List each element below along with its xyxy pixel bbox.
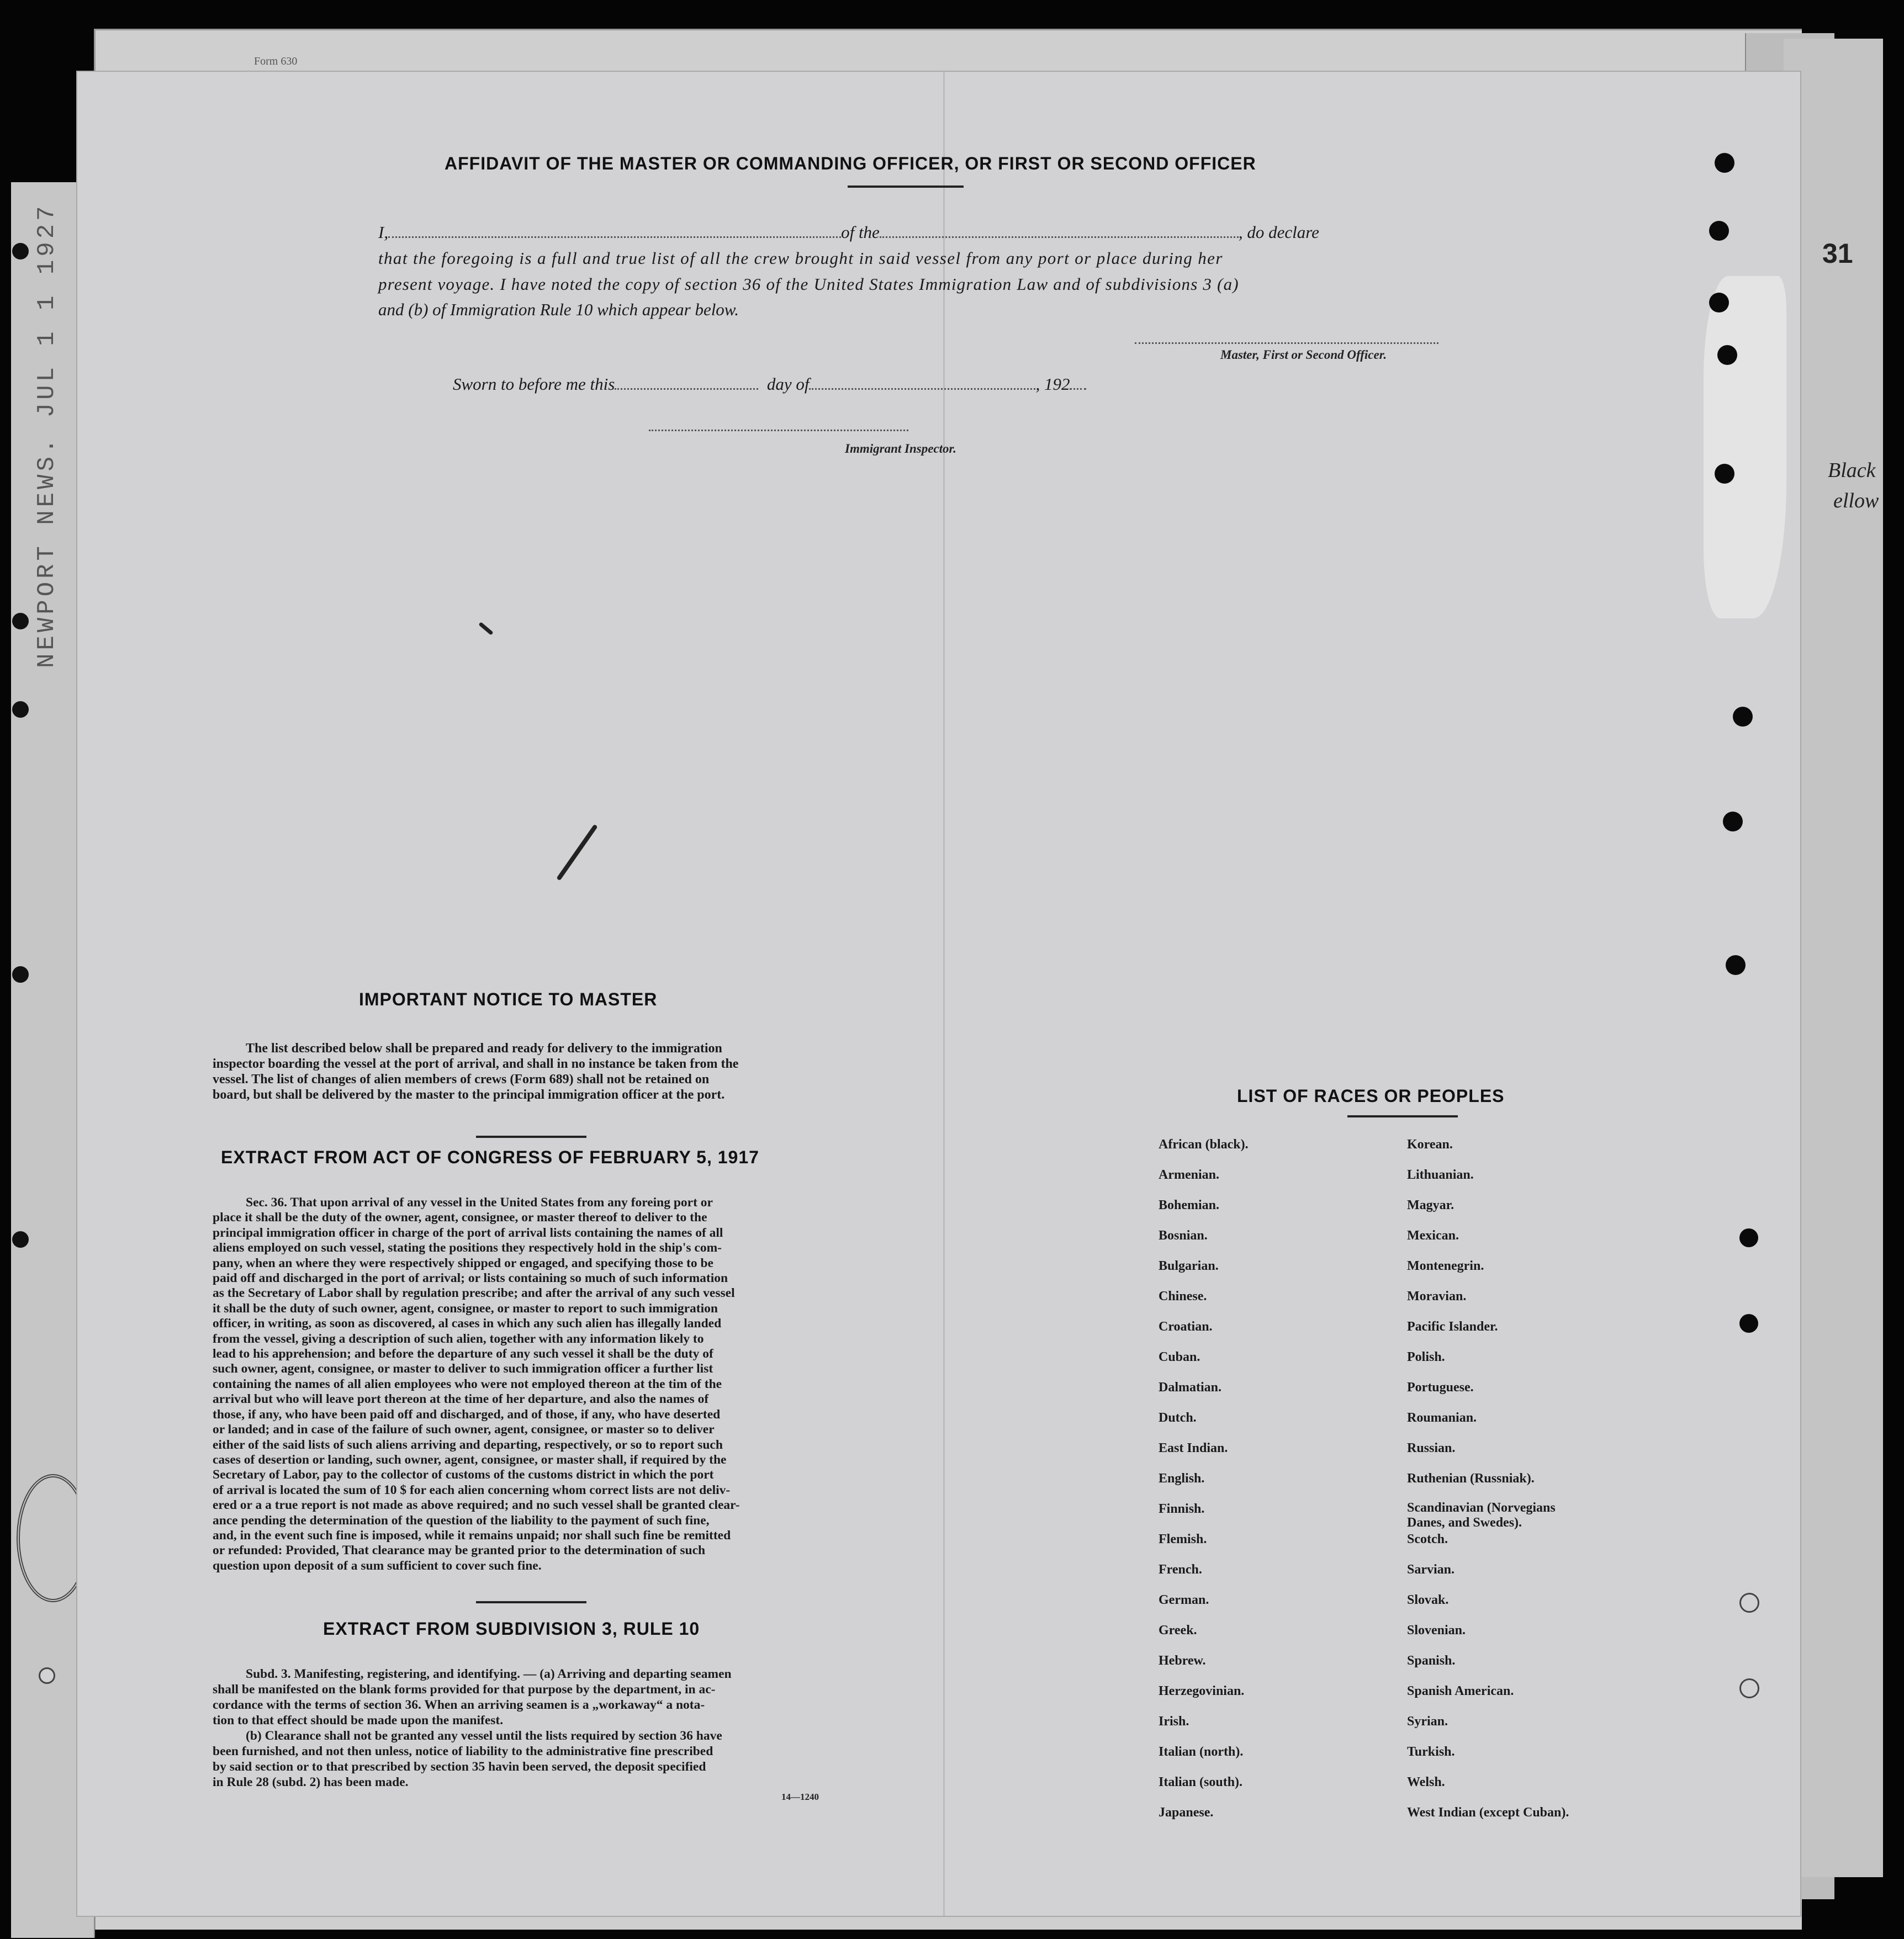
- notice-line: The list described below shall be prepared and ready for delivery to the immigration: [246, 1041, 722, 1056]
- page-number: 31: [1822, 238, 1853, 269]
- race-item: Russian.: [1407, 1441, 1456, 1455]
- race-item: Syrian.: [1407, 1714, 1448, 1729]
- notice-line: vessel. The list of changes of alien members of crews (Form 689) shall not be retained on: [213, 1072, 710, 1087]
- rule-line: shall be manifested on the blank forms provided for that purpose by the department, in ac-: [213, 1682, 716, 1697]
- race-item: Turkish.: [1407, 1745, 1455, 1759]
- form-number: 14—1240: [781, 1792, 819, 1802]
- act-line: or refunded: Provided, That clearance may be granted prior to the determination of such: [213, 1543, 706, 1558]
- race-item: Bulgarian.: [1159, 1259, 1219, 1273]
- act-line: aliens employed on such vessel, stating the positions they respectively hold in the ship's com-: [213, 1241, 722, 1255]
- race-item: Magyar.: [1407, 1198, 1455, 1212]
- rule-line: (b) Clearance shall not be granted any vessel until the lists required by section 36 have: [246, 1729, 722, 1743]
- race-item: French.: [1159, 1562, 1202, 1577]
- race-item: Roumanian.: [1407, 1411, 1477, 1425]
- rule-title: EXTRACT FROM SUBDIVISION 3, RULE 10: [323, 1619, 700, 1639]
- act-line: lead to his apprehension; and before the departure of any such vessel it shall be the duty of: [213, 1347, 713, 1361]
- punch-hole: [1717, 345, 1737, 365]
- left-punch-hole: [12, 613, 29, 629]
- affidavit-title: AFFIDAVIT OF THE MASTER OR COMMANDING OFFICER, OR FIRST OR SECOND OFFICER: [445, 153, 1256, 173]
- act-line: or landed; and in case of the failure of such owner, agent, consignee, or master so to deliver: [213, 1422, 715, 1437]
- act-text: [213, 1195, 856, 1574]
- act-line: officer, in writing, as soon as discovered, al cases in which any such alien has illegally landed: [213, 1316, 722, 1331]
- punch-hole: [1726, 955, 1746, 975]
- race-item: Ruthenian (Russniak).: [1407, 1471, 1535, 1486]
- act-line: of arrival is located the sum of 10 $ for each alien concerning whom correct lists are not deliv-: [213, 1482, 731, 1497]
- races-rule: [1347, 1115, 1458, 1117]
- race-item: Finnish.: [1159, 1502, 1205, 1516]
- punch-hole: [1733, 707, 1753, 727]
- race-item: Pacific Islander.: [1407, 1320, 1498, 1334]
- act-line: place it shall be the duty of the owner, agent, consignee, or master thereof to deliver to the: [213, 1210, 707, 1225]
- race-item: West Indian (except Cuban).: [1407, 1805, 1569, 1820]
- notice-line: inspector boarding the vessel at the port of arrival, and shall in no instance be taken from the: [213, 1057, 739, 1071]
- act-line: pany, when an where they were respectively shipped or engaged, and specifying those to be: [213, 1255, 713, 1270]
- sworn-day-of: day of: [766, 374, 810, 394]
- name-field[interactable]: [388, 235, 841, 238]
- line1-declare: , do declare: [1238, 222, 1319, 242]
- act-title: EXTRACT FROM ACT OF CONGRESS OF FEBRUARY 5, 1917: [221, 1147, 759, 1167]
- rule-line: in Rule 28 (subd. 2) has been made.: [213, 1775, 409, 1789]
- vessel-field[interactable]: [880, 235, 1239, 238]
- race-item: Portuguese.: [1407, 1380, 1474, 1395]
- race-item: Spanish.: [1407, 1654, 1456, 1668]
- race-item: Slovak.: [1407, 1593, 1449, 1607]
- handwritten-note-1: Black: [1828, 459, 1876, 482]
- inspector-label: Immigrant Inspector.: [845, 442, 956, 455]
- notice-title: IMPORTANT NOTICE TO MASTER: [359, 989, 658, 1009]
- race-item: Dutch.: [1159, 1411, 1197, 1425]
- race-item: Scandinavian (Norvegians Danes, and Swedes).: [1407, 1501, 1556, 1530]
- punch-hole: [1739, 1228, 1758, 1247]
- race-item: Polish.: [1407, 1350, 1445, 1364]
- race-item: Mexican.: [1407, 1228, 1459, 1243]
- act-line: either of the said lists of such aliens arriving and departing, respectively, or so to report such: [213, 1437, 723, 1452]
- punch-hole: [1709, 293, 1729, 312]
- punch-hole: [1709, 221, 1729, 241]
- race-item: Cuban.: [1159, 1350, 1200, 1364]
- race-item: Greek.: [1159, 1623, 1197, 1638]
- race-item: Croatian.: [1159, 1320, 1213, 1334]
- race-item: Italian (south).: [1159, 1775, 1243, 1789]
- affidavit-line-1: [378, 222, 1438, 242]
- rule-line: tion to that effect should be made upon the manifest.: [213, 1713, 504, 1728]
- races-title: LIST OF RACES OR PEOPLES: [1237, 1086, 1505, 1106]
- date-stamp: NEWPORT NEWS. JUL 1 1 1927: [33, 203, 61, 668]
- notice-text: [213, 1041, 856, 1103]
- race-item: Armenian.: [1159, 1168, 1219, 1182]
- top-form-label: Form 630: [254, 55, 298, 67]
- master-signature-label: Master, First or Second Officer.: [1220, 348, 1387, 362]
- punch-hole: [1739, 1314, 1758, 1333]
- left-punch-hole: [12, 1231, 29, 1248]
- master-signature-field[interactable]: [1135, 342, 1438, 344]
- rule-line: cordance with the terms of section 36. When an arriving seamen is a „workaway“ a nota-: [213, 1698, 705, 1712]
- notice-rule: [476, 1136, 586, 1138]
- race-item: Bohemian.: [1159, 1198, 1220, 1212]
- race-item: Korean.: [1407, 1137, 1453, 1152]
- race-item: Welsh.: [1407, 1775, 1445, 1789]
- rule-line: by said section or to that prescribed by section 35 havin been served, the deposit specified: [213, 1760, 706, 1774]
- race-item: Italian (north).: [1159, 1745, 1244, 1759]
- race-item: Sarvian.: [1407, 1562, 1455, 1577]
- rule-line: been furnished, and not then unless, notice of liability to the administrative fine prescribed: [213, 1744, 713, 1758]
- inspector-signature-field[interactable]: [649, 430, 908, 431]
- race-item: Herzegovinian.: [1159, 1684, 1245, 1698]
- race-item: English.: [1159, 1471, 1205, 1486]
- punch-hole: [1715, 464, 1734, 484]
- sworn-month-field[interactable]: [809, 387, 1035, 390]
- race-item: Dalmatian.: [1159, 1380, 1221, 1395]
- race-item: Moravian.: [1407, 1289, 1467, 1304]
- sworn-year-field[interactable]: [1070, 387, 1086, 390]
- page-fold: [943, 72, 945, 1916]
- race-item: East Indian.: [1159, 1441, 1228, 1455]
- act-line: cases of desertion or landing, such owner, agent, consignee, or master shall, if required by the: [213, 1452, 727, 1467]
- act-line: as the Secretary of Labor shall by regulation prescribe; and after the arrival of any such vessel: [213, 1286, 735, 1301]
- act-line: ance pending the determination of the question of the liability to the payment of such fine,: [213, 1513, 710, 1528]
- handwritten-note-2: ellow: [1833, 489, 1879, 512]
- race-item: Montenegrin.: [1407, 1259, 1484, 1273]
- left-punch-hole: [12, 966, 29, 983]
- torn-edge: [1704, 276, 1786, 618]
- race-item: Chinese.: [1159, 1289, 1207, 1304]
- race-item: Slovenian.: [1407, 1623, 1466, 1638]
- race-item: Japanese.: [1159, 1805, 1214, 1820]
- rule-text: [213, 1666, 856, 1790]
- act-line: from the vessel, giving a description of such alien, together with any information likely to: [213, 1331, 704, 1346]
- race-item: African (black).: [1159, 1137, 1249, 1152]
- affidavit-line-2: that the foregoing is a full and true list of all the crew brought in said vessel from any port or place during her: [378, 248, 1223, 268]
- line1-of-the: of the: [841, 222, 880, 242]
- race-item: Scotch.: [1407, 1532, 1448, 1546]
- act-line: principal immigration officer in charge of the port of arrival lists containing the names of all: [213, 1225, 723, 1240]
- line1-i: I,: [378, 222, 389, 242]
- sworn-day-field[interactable]: [615, 387, 758, 390]
- act-line: and, in the event such fine is imposed, while it remains unpaid; nor shall such fine be remitted: [213, 1528, 731, 1543]
- left-punch-hole: [12, 701, 29, 718]
- act-line: paid off and discharged in the port of arrival; or lists containing so much of such information: [213, 1271, 728, 1286]
- act-line: arrival but who will leave port thereon at the time of her departure, and also the names of: [213, 1392, 709, 1407]
- notice-line: board, but shall be delivered by the master to the principal immigration officer at the port.: [213, 1088, 725, 1102]
- act-line: question upon deposit of a sum sufficient to cover such fine.: [213, 1558, 542, 1573]
- affidavit-line-4: and (b) of Immigration Rule 10 which appear below.: [378, 300, 739, 319]
- race-item: Spanish American.: [1407, 1684, 1514, 1698]
- race-item: Irish.: [1159, 1714, 1189, 1729]
- act-line: Sec. 36. That upon arrival of any vessel in the United States from any foreing port or: [246, 1195, 713, 1210]
- rule-line: Subd. 3. Manifesting, registering, and identifying. — (a) Arriving and departing seamen: [246, 1667, 732, 1681]
- punch-hole-empty: [1739, 1593, 1759, 1613]
- sworn-line: [453, 374, 1086, 394]
- punch-hole: [1723, 812, 1743, 831]
- act-line: such owner, agent, consignee, or master to deliver to such immigration officer a further list: [213, 1361, 713, 1376]
- act-line: ered or a a true report is not made as above required; and no such vessel shall be granted clear-: [213, 1498, 740, 1513]
- punch-hole-empty: [1739, 1678, 1759, 1698]
- races-left-column: [1159, 1136, 1249, 1835]
- race-item: Hebrew.: [1159, 1654, 1206, 1668]
- race-item: Lithuanian.: [1407, 1168, 1474, 1182]
- race-item: Bosnian.: [1159, 1228, 1208, 1243]
- affidavit-line-3: present voyage. I have noted the copy of section 36 of the United States Immigration Law and of subdivisions 3 (a): [378, 274, 1239, 294]
- left-punch-hole: [12, 243, 29, 259]
- act-line: Secretary of Labor, pay to the collector of customs of the customs district in which the port: [213, 1468, 714, 1482]
- act-line: it shall be the duty of such owner, agent, consignee, or master to report to such immigration: [213, 1301, 718, 1316]
- races-right-column: [1407, 1136, 1569, 1835]
- sworn-prefix: Sworn to before me this: [453, 374, 615, 394]
- punch-hole: [1715, 153, 1734, 173]
- left-punch-hole-empty: [39, 1667, 55, 1684]
- act-line: those, if any, who have been paid off and discharged, and of those, if any, who have deserted: [213, 1407, 721, 1422]
- race-item: German.: [1159, 1593, 1209, 1607]
- race-item: Flemish.: [1159, 1532, 1207, 1546]
- act-rule: [476, 1601, 586, 1603]
- sworn-year: , 192: [1035, 374, 1070, 394]
- act-line: containing the names of all alien employees who were not employed thereon at the tim of the: [213, 1376, 722, 1391]
- affidavit-rule: [848, 186, 964, 188]
